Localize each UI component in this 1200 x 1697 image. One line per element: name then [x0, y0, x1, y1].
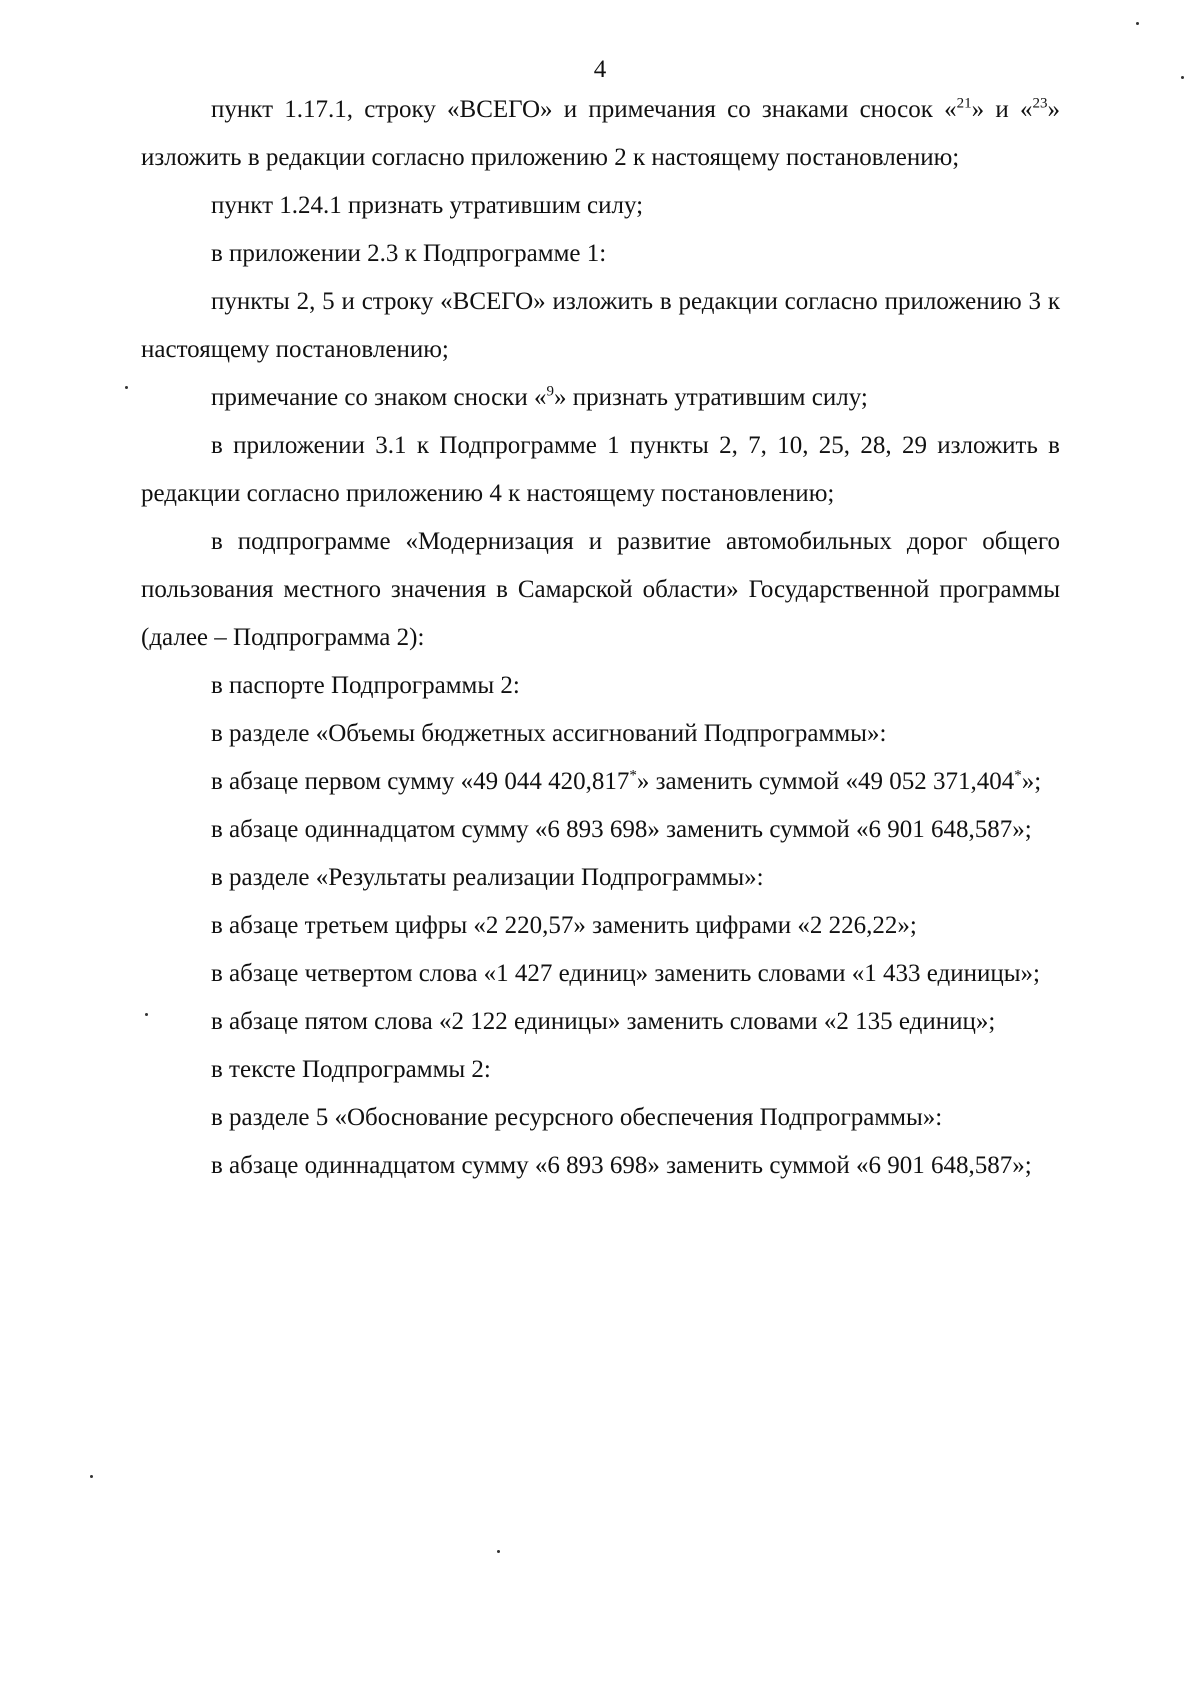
paragraph-10 [141, 758, 1060, 806]
paragraph-15: в абзаце пятом слова «2 122 единицы» заменить словами «2 135 единиц»; [211, 1008, 996, 1035]
paragraph-2: пункт 1.24.1 признать утратившим силу; [211, 192, 644, 219]
paragraph-6: в приложении 3.1 к Подпрограмме 1 пункты 2, 7, 10, 25, 28, 29 изложить в редакции согласно приложению 4 к настоящему постановлению; [141, 432, 1060, 507]
scan-speck [145, 1013, 148, 1016]
text: » и « [971, 96, 1033, 123]
paragraph-1 [141, 86, 1060, 182]
footnote-mark: * [629, 767, 637, 784]
paragraph-5 [141, 374, 1060, 422]
footnote-mark: * [1014, 767, 1022, 784]
footnote-mark: 21 [956, 95, 972, 112]
paragraph-14: в абзаце четвертом слова «1 427 единиц» заменить словами «1 433 единицы»; [211, 960, 1040, 987]
paragraph-8: в паспорте Подпрограммы 2: [211, 672, 520, 699]
footnote-mark: 23 [1032, 95, 1048, 112]
text: примечание со знаком сноски « [211, 384, 547, 411]
text: » признать утратившим силу; [553, 384, 868, 411]
page-number: 4 [593, 56, 607, 83]
text: »; [1021, 768, 1042, 795]
paragraph-4: пункты 2, 5 и строку «ВСЕГО» изложить в редакции согласно приложению 3 к настоящему постановлению; [141, 288, 1060, 363]
scan-speck [1136, 22, 1139, 25]
paragraph-11: в абзаце одиннадцатом сумму «6 893 698» заменить суммой «6 901 648,587»; [211, 816, 1032, 843]
paragraph-18: в абзаце одиннадцатом сумму «6 893 698» заменить суммой «6 901 648,587»; [211, 1152, 1032, 1179]
paragraph-16: в тексте Подпрограммы 2: [211, 1056, 491, 1083]
scan-speck [497, 1550, 500, 1553]
scan-speck [125, 386, 128, 389]
text: пункт 1.17.1, строку «ВСЕГО» и примечания со знаками сносок « [211, 96, 957, 123]
text: в абзаце первом сумму «49 044 420,817 [211, 768, 630, 795]
paragraph-9: в разделе «Объемы бюджетных ассигнований Подпрограммы»: [211, 720, 887, 747]
paragraph-7: в подпрограмме «Модернизация и развитие автомобильных дорог общего пользования местного значения в Самарской области» Государственной программы (далее – Подпрограмма 2): [141, 528, 1060, 651]
paragraph-13: в абзаце третьем цифры «2 220,57» заменить цифрами «2 226,22»; [211, 912, 917, 939]
paragraph-12: в разделе «Результаты реализации Подпрограммы»: [211, 864, 764, 891]
paragraph-17: в разделе 5 «Обоснование ресурсного обеспечения Подпрограммы»: [211, 1104, 943, 1131]
scan-speck [90, 1475, 93, 1478]
scan-speck [1181, 76, 1184, 79]
text: » заменить суммой «49 052 371,404 [636, 768, 1015, 795]
footnote-mark: 9 [546, 383, 554, 400]
paragraph-3: в приложении 2.3 к Подпрограмме 1: [211, 240, 607, 267]
text: » изложить в редакции согласно приложению 2 к настоящему постановлению; [141, 96, 1060, 171]
document-body [141, 86, 1060, 1190]
